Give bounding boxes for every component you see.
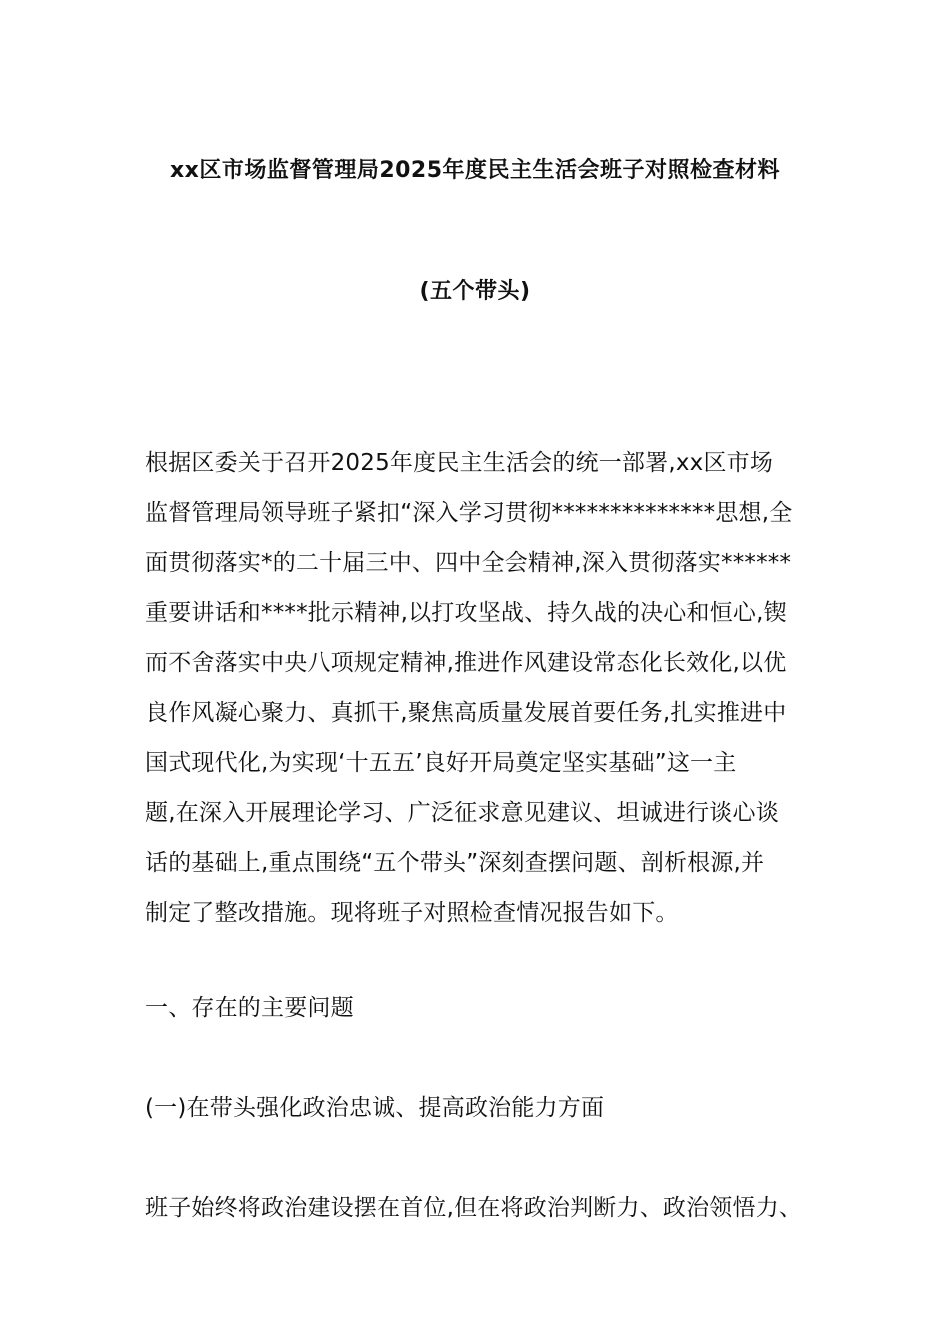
intro-paragraph: [145, 438, 820, 938]
document-subtitle: (五个带头): [419, 279, 531, 304]
subsection-heading: (一)在带头强化政治忠诚、提高政治能力方面: [145, 1095, 605, 1121]
paragraph-line: 良作风凝心聚力、真抓干,聚焦高质量发展首要任务,扎实推进中: [145, 700, 787, 726]
subsection-paragraph: 班子始终将政治建设摆在首位,但在将政治判断力、政治领悟力、: [145, 1195, 803, 1221]
paragraph-line: 题,在深入开展理论学习、广泛征求意见建议、坦诚进行谈心谈: [145, 800, 779, 826]
paragraph-line: 监督管理局领导班子紧扣“深入学习贯彻**************思想,全: [145, 500, 793, 526]
document-title: xx区市场监督管理局2025年度民主生活会班子对照检查材料: [169, 158, 781, 183]
section-heading: 一、存在的主要问题: [145, 995, 354, 1021]
paragraph-line: 根据区委关于召开2025年度民主生活会的统一部署,xx区市场: [145, 450, 774, 476]
paragraph-line: 国式现代化,为实现‘十五五’良好开局奠定坚实基础”这一主: [145, 750, 737, 776]
paragraph-line: 而不舍落实中央八项规定精神,推进作风建设常态化长效化,以优: [145, 650, 787, 676]
paragraph-line: 面贯彻落实*的二十届三中、四中全会精神,深入贯彻落实******: [145, 550, 792, 576]
paragraph-line: 制定了整改措施。现将班子对照检查情况报告如下。: [145, 900, 679, 926]
paragraph-line: 话的基础上,重点围绕“五个带头”深刻查摆问题、剖析根源,并: [145, 850, 765, 876]
paragraph-line: 重要讲话和****批示精神,以打攻坚战、持久战的决心和恒心,锲: [145, 600, 787, 626]
